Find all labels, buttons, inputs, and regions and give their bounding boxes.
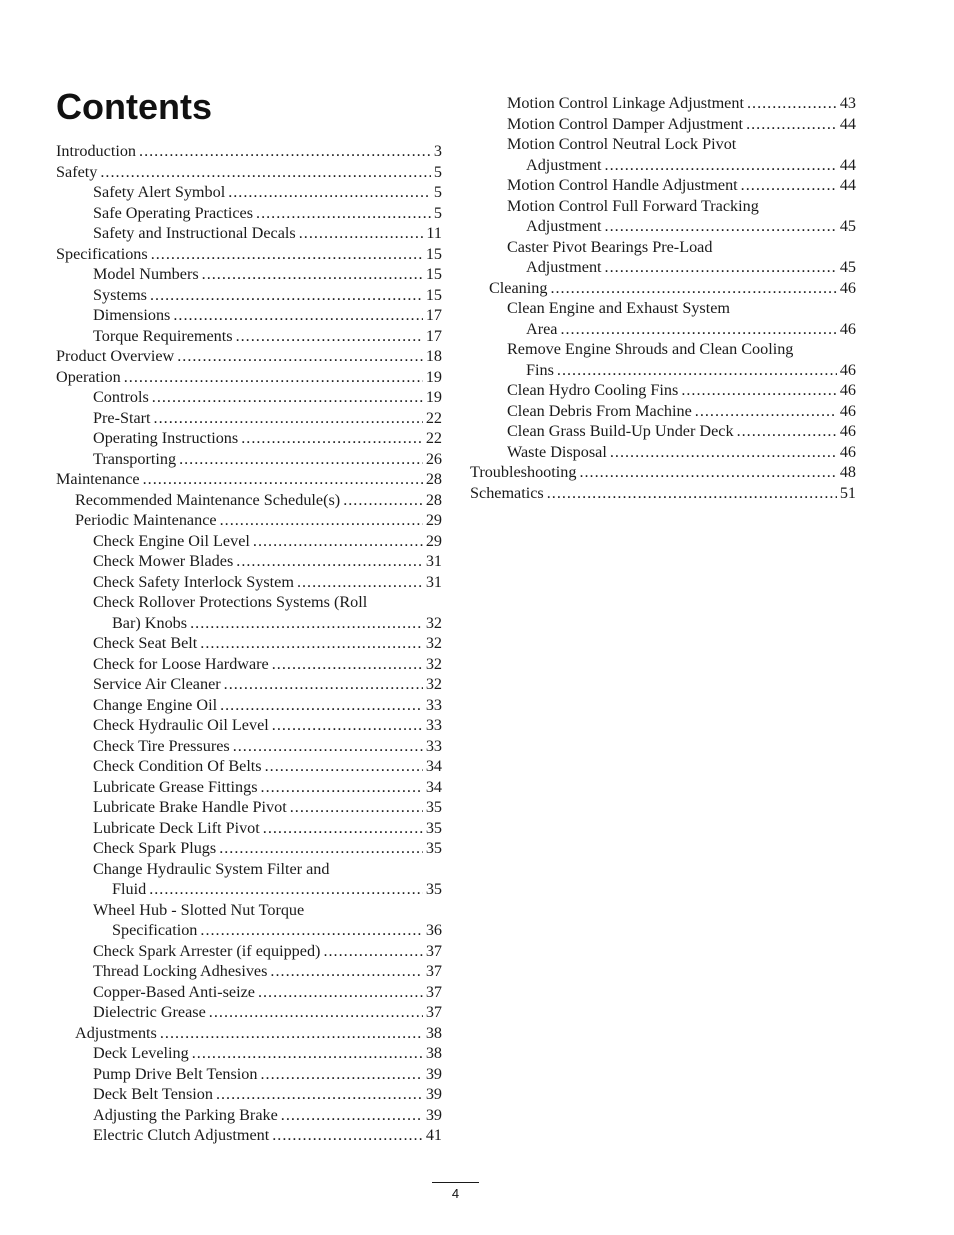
toc-entry-label: Safety [56,162,98,181]
toc-entry-page: 36 [425,921,442,939]
toc-entry [56,244,442,265]
dot-leader [272,1125,423,1146]
dot-leader [746,114,837,135]
dot-leader [343,490,423,511]
toc-entry-page: 29 [425,531,442,550]
toc-entry-label: Troubleshooting [470,463,577,481]
toc-entry-label-continued: Specification [112,921,198,939]
toc-entry-label: Check Seat Belt [93,634,198,652]
toc-left-column [56,141,442,1146]
toc-entry-label: Motion Control Full Forward Tracking [507,196,759,215]
toc-entry [56,531,442,552]
toc-entry-label: Motion Control Neutral Lock Pivot [507,135,737,153]
toc-entry-page: 37 [425,982,442,1001]
toc-entry-page: 18 [425,347,442,365]
toc-entry [56,469,442,490]
dot-leader [154,408,423,429]
toc-entry [56,592,442,633]
toc-entry [56,449,442,470]
toc-entry-label-continued: Fluid [112,880,147,898]
toc-entry-label-continued: Bar) Knobs [112,613,188,632]
dot-leader [256,203,431,224]
toc-entry [470,278,856,299]
toc-entry-label: Pre-Start [93,408,151,427]
dot-leader [299,223,424,244]
toc-entry-page: 37 [425,962,442,980]
toc-entry [470,237,856,278]
dot-leader [150,285,423,306]
toc-entry [56,1023,442,1044]
dot-leader [124,367,423,388]
toc-entry-page: 35 [425,798,442,816]
toc-entry-page: 46 [839,381,856,399]
dot-leader [177,346,423,367]
toc-right-column [470,93,856,503]
toc-entry-page: 34 [425,757,442,775]
toc-entry [56,305,442,326]
toc-entry-page: 5 [433,162,442,181]
toc-entry-page: 32 [425,634,442,652]
toc-entry-label: Caster Pivot Bearings Pre-Load [507,237,713,256]
toc-entry-page: 15 [425,265,442,283]
toc-entry-page: 35 [425,880,442,898]
dot-leader [143,469,423,490]
toc-entry [56,1084,442,1105]
toc-entry-page: 44 [839,176,856,194]
toc-entry-label: Check Spark Arrester (if equipped) [93,941,321,960]
toc-entry [56,859,442,900]
toc-entry-page: 33 [425,695,442,714]
dot-leader [219,838,423,859]
toc-entry-label: Specifications [56,244,148,263]
toc-entry-page: 46 [839,319,856,338]
toc-entry [56,1043,442,1064]
toc-entry-page: 11 [426,224,442,242]
toc-entry-page: 48 [839,463,856,481]
toc-entry-page: 37 [425,1003,442,1021]
toc-entry-label: Deck Belt Tension [93,1085,213,1103]
toc-entry-label: Lubricate Brake Handle Pivot [93,798,287,816]
toc-entry [56,203,442,224]
toc-entry-page: 31 [425,572,442,591]
dot-leader [610,442,837,463]
toc-entry [56,551,442,572]
toc-entry [56,961,442,982]
toc-entry [56,285,442,306]
toc-entry-page: 15 [425,244,442,263]
toc-entry-label: Deck Leveling [93,1044,189,1062]
toc-entry-page: 19 [425,367,442,386]
toc-entry [470,134,856,175]
toc-entry-label: Torque Requirements [93,326,233,345]
toc-entry-page: 5 [433,183,442,201]
toc-entry-page: 41 [425,1126,442,1144]
toc-entry-page: 38 [425,1023,442,1042]
toc-entry [470,421,856,442]
toc-entry [56,367,442,388]
toc-entry-page: 3 [433,142,442,160]
toc-entry [56,346,442,367]
toc-entry-label: Motion Control Damper Adjustment [507,114,744,133]
toc-entry-page: 31 [425,552,442,570]
toc-entry-page: 35 [425,818,442,837]
toc-entry-page: 32 [425,613,442,632]
toc-entry-page: 29 [425,511,442,529]
dot-leader [681,380,836,401]
toc-entry-label: Safe Operating Practices [93,203,254,222]
toc-entry [56,510,442,531]
toc-entry-label: Operating Instructions [93,429,239,447]
dot-leader [605,257,837,278]
toc-entry-label-continued: Adjustment [526,217,602,235]
toc-entry-label: Clean Debris From Machine [507,401,692,420]
dot-leader [270,961,422,982]
dot-leader [605,155,837,176]
dot-leader [220,510,423,531]
toc-entry-label: Clean Hydro Cooling Fins [507,381,679,399]
toc-entry-page: 32 [425,675,442,693]
toc-entry-label: Check Rollover Protections Systems (Roll [93,593,368,611]
toc-entry-label: Check Hydraulic Oil Level [93,716,269,734]
toc-entry-page: 33 [425,736,442,755]
toc-entry-page: 22 [425,408,442,427]
dot-leader [741,175,837,196]
toc-entry [56,736,442,757]
toc-entry-label: Maintenance [56,470,140,488]
toc-entry [56,633,442,654]
dot-leader [265,756,423,777]
toc-entry [56,818,442,839]
toc-entry-page: 46 [839,422,856,440]
toc-entry [470,401,856,422]
toc-entry-label: Systems [93,285,147,304]
toc-entry [56,223,442,244]
toc-entry [470,298,856,339]
toc-entry-page: 26 [425,449,442,468]
toc-entry [56,1125,442,1146]
toc-entry-label: Service Air Cleaner [93,675,221,693]
toc-entry-page: 28 [425,490,442,509]
toc-entry-page: 44 [839,114,856,133]
dot-leader [236,551,423,572]
toc-entry [56,777,442,798]
toc-entry-label: Clean Grass Build-Up Under Deck [507,422,734,440]
toc-entry [56,326,442,347]
dot-leader [258,982,423,1003]
toc-entry-label: Product Overview [56,347,175,365]
toc-entry-label: Adjusting the Parking Brake [93,1105,278,1124]
dot-leader [233,736,423,757]
dot-leader [228,182,431,203]
dot-leader [152,387,423,408]
toc-entry-page: 46 [839,401,856,420]
toc-entry-label-continued: Area [526,319,558,338]
toc-entry-page: 19 [425,388,442,406]
toc-entry-label: Pump Drive Belt Tension [93,1064,258,1083]
toc-entry-label: Motion Control Handle Adjustment [507,176,738,194]
toc-entry [56,182,442,203]
toc-entry-label: Cleaning [489,278,548,297]
toc-entry [470,196,856,237]
dot-leader [151,244,423,265]
toc-entry [470,380,856,401]
toc-entry-page: 5 [433,203,442,222]
toc-entry-page: 43 [839,94,856,112]
toc-entry-label: Check Mower Blades [93,552,234,570]
toc-entry [56,797,442,818]
dot-leader [173,305,422,326]
toc-entry-page: 37 [425,941,442,960]
toc-entry [56,141,442,162]
dot-leader [202,264,423,285]
dot-leader [297,572,423,593]
toc-entry-label: Recommended Maintenance Schedule(s) [75,490,341,509]
toc-entry [470,175,856,196]
toc-entry [56,756,442,777]
toc-entry-label: Change Engine Oil [93,695,218,714]
toc-entry-page: 22 [425,429,442,447]
toc-entry-label: Thread Locking Adhesives [93,962,268,980]
dot-leader [281,1105,423,1126]
toc-entry-page: 35 [425,839,442,857]
toc-entry [56,900,442,941]
toc-entry-page: 45 [839,217,856,235]
toc-entry-label: Lubricate Grease Fittings [93,777,258,796]
toc-entry-label: Electric Clutch Adjustment [93,1126,270,1144]
toc-entry-label-continued: Fins [526,360,554,379]
toc-entry [470,114,856,135]
toc-entry-page: 33 [425,716,442,734]
toc-entry-label: Introduction [56,142,137,160]
dot-leader [209,1002,423,1023]
dot-leader [190,613,423,634]
toc-entry-label: Change Hydraulic System Filter and [93,859,330,878]
toc-entry [470,462,856,483]
toc-entry-label: Dielectric Grease [93,1003,206,1021]
dot-leader [263,818,423,839]
dot-leader [220,695,423,716]
page-title: Contents [56,86,212,127]
toc-entry [56,695,442,716]
toc-entry-label: Transporting [93,449,177,468]
toc-entry-label: Check Safety Interlock System [93,572,294,591]
toc-entry-page: 17 [425,326,442,345]
toc-entry [56,1064,442,1085]
toc-entry [470,442,856,463]
page-number: 4 [451,1186,460,1201]
toc-entry-label: Dimensions [93,306,171,324]
toc-entry-label: Check Engine Oil Level [93,531,250,550]
toc-entry [56,1002,442,1023]
dot-leader [224,674,423,695]
toc-entry [56,1105,442,1126]
dot-leader [747,93,837,114]
toc-entry-page: 38 [425,1044,442,1062]
toc-entry-page: 34 [425,777,442,796]
toc-entry [470,483,856,504]
dot-leader [547,483,837,504]
toc-entry-page: 46 [839,442,856,461]
dot-leader [261,777,423,798]
toc-entry-label: Waste Disposal [507,442,607,461]
dot-leader [236,326,423,347]
toc-entry-page: 51 [839,483,856,502]
toc-entry [56,162,442,183]
toc-entry [56,264,442,285]
toc-entry-label: Remove Engine Shrouds and Clean Cooling [507,340,794,358]
toc-entry-label: Clean Engine and Exhaust System [507,299,730,317]
dot-leader [272,715,423,736]
dot-leader [200,920,422,941]
toc-entry-label: Check Condition Of Belts [93,757,262,775]
dot-leader [579,462,836,483]
toc-entry-label-continued: Adjustment [526,155,602,174]
dot-leader [253,531,423,552]
toc-entry [56,715,442,736]
toc-entry-label: Check Spark Plugs [93,839,217,857]
toc-entry-page: 39 [425,1085,442,1103]
toc-entry [56,838,442,859]
toc-entry [56,941,442,962]
toc-entry-page: 28 [425,470,442,488]
footer-rule [432,1182,479,1183]
toc-entry-label: Schematics [470,483,544,502]
toc-entry-label: Safety and Instructional Decals [93,224,296,242]
toc-entry-page: 45 [839,258,856,276]
dot-leader [323,941,422,962]
toc-entry-label: Check Tire Pressures [93,736,230,755]
dot-leader [160,1023,423,1044]
dot-leader [737,421,837,442]
dot-leader [139,141,431,162]
toc-entry-page: 39 [425,1105,442,1124]
toc-entry [56,674,442,695]
toc-entry-label: Adjustments [75,1023,157,1042]
toc-entry-page: 46 [839,278,856,297]
toc-entry-label: Model Numbers [93,265,199,283]
dot-leader [179,449,423,470]
toc-entry-page: 32 [425,654,442,673]
toc-entry-label: Motion Control Linkage Adjustment [507,94,744,112]
dot-leader [216,1084,423,1105]
toc-entry [470,93,856,114]
toc-entry-label: Wheel Hub - Slotted Nut Torque [93,900,305,919]
dot-leader [550,278,836,299]
toc-entry-label-continued: Adjustment [526,258,602,276]
dot-leader [272,654,423,675]
toc-entry-page: 17 [425,306,442,324]
dot-leader [241,428,423,449]
dot-leader [605,216,837,237]
toc-entry-page: 39 [425,1064,442,1083]
dot-leader [560,319,836,340]
toc-entry [56,408,442,429]
dot-leader [200,633,423,654]
toc-entry-label: Lubricate Deck Lift Pivot [93,818,260,837]
dot-leader [557,360,837,381]
toc-entry-label: Periodic Maintenance [75,511,217,529]
toc-entry [56,654,442,675]
toc-entry-label: Safety Alert Symbol [93,183,226,201]
toc-entry [56,428,442,449]
toc-entry-page: 46 [839,360,856,379]
dot-leader [290,797,423,818]
dot-leader [100,162,431,183]
toc-entry-page: 44 [839,155,856,174]
toc-entry-page: 15 [425,285,442,304]
dot-leader [260,1064,422,1085]
toc-entry-label: Check for Loose Hardware [93,654,269,673]
dot-leader [695,401,837,422]
toc-entry [56,982,442,1003]
toc-entry-label: Copper-Based Anti-seize [93,982,255,1001]
toc-entry-label: Controls [93,388,149,406]
toc-entry [470,339,856,380]
dot-leader [149,879,423,900]
toc-entry [56,490,442,511]
toc-entry [56,572,442,593]
dot-leader [192,1043,423,1064]
toc-entry [56,387,442,408]
toc-entry-label: Operation [56,367,121,386]
